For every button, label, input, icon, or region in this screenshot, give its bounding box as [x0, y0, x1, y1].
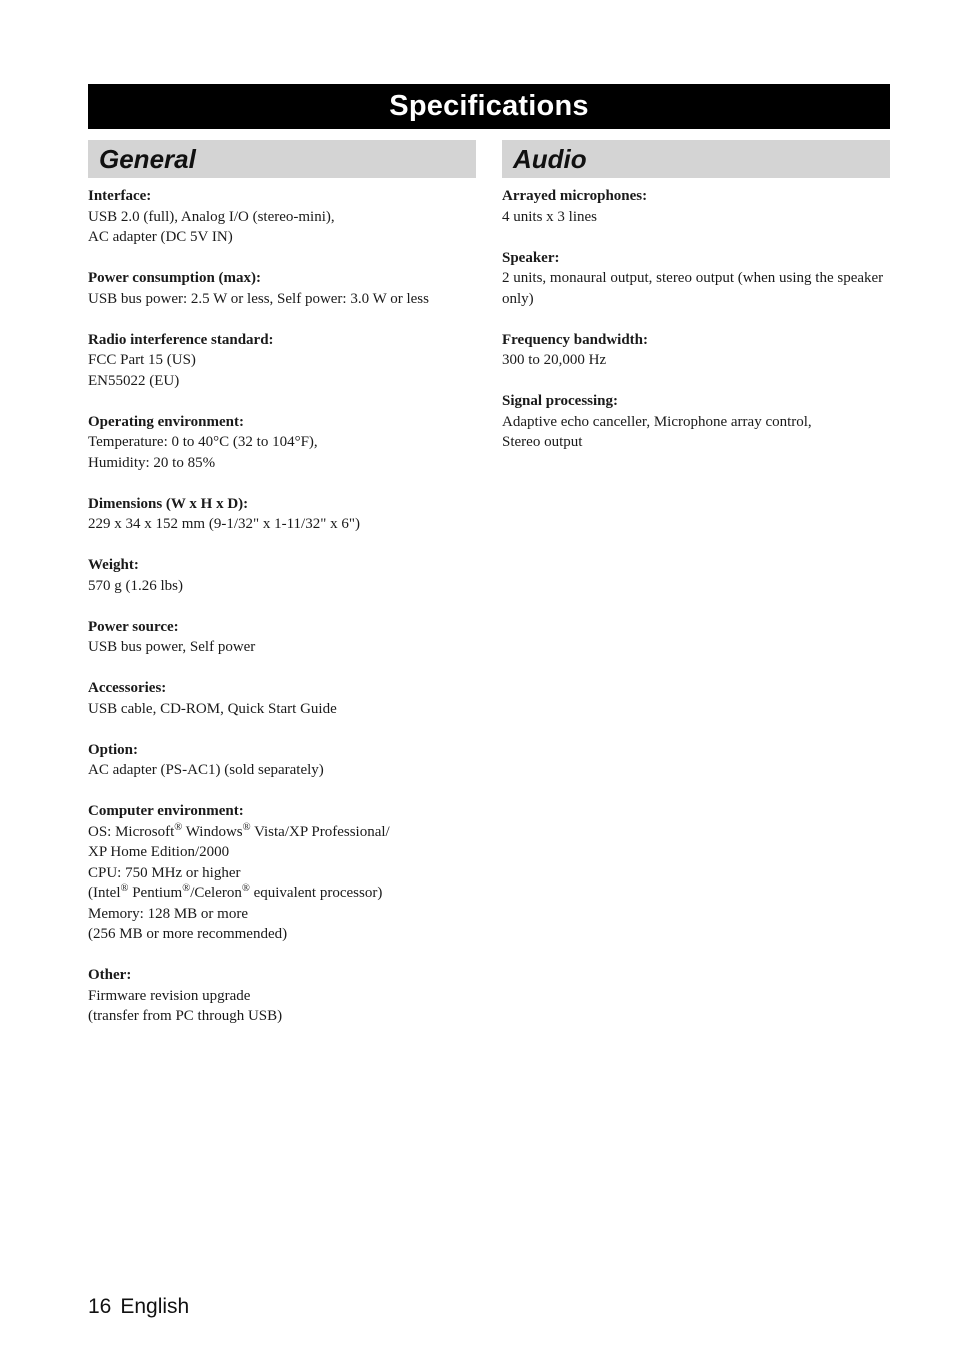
- spec-value: (transfer from PC through USB): [88, 1008, 283, 1024]
- spec-value: EN55022 (EU): [88, 372, 180, 389]
- spec-label: Computer environment:: [88, 803, 244, 819]
- spec-item: [502, 330, 890, 371]
- spec-item: [502, 391, 890, 453]
- spec-value: FCC Part 15 (US): [88, 352, 196, 368]
- spec-value: 229 x 34 x 152 mm (9-1/32" x 1-11/32" x 6"): [88, 516, 360, 532]
- spec-label: Other:: [88, 967, 132, 983]
- spec-label: Power consumption (max):: [88, 270, 262, 286]
- spec-value: Adaptive echo canceller, Microphone array control,: [502, 413, 812, 430]
- spec-item: [502, 248, 890, 310]
- spec-item: [88, 412, 476, 474]
- spec-value: USB 2.0 (full), Analog I/O (stereo-mini),: [88, 208, 335, 225]
- spec-item: [88, 617, 476, 658]
- spec-label: Speaker:: [502, 249, 560, 266]
- footer-language: English: [120, 1295, 190, 1318]
- spec-value: XP Home Edition/2000: [88, 844, 230, 860]
- page-number: 16: [88, 1295, 112, 1318]
- spec-item: [88, 268, 476, 309]
- spec-value: AC adapter (PS-AC1) (sold separately): [88, 762, 324, 778]
- spec-label: Frequency bandwidth:: [502, 331, 649, 348]
- spec-value: Stereo output: [502, 434, 583, 450]
- spec-label: Option:: [88, 741, 139, 758]
- spec-item: [88, 330, 476, 392]
- spec-value: (Intel® Pentium®/Celeron® equivalent processor): [88, 883, 383, 901]
- section-heading-general: General: [88, 140, 476, 178]
- spec-label: Arrayed microphones:: [502, 188, 648, 204]
- spec-item: [88, 801, 476, 945]
- spec-label: Accessories:: [88, 680, 167, 696]
- spec-item: [88, 494, 476, 535]
- spec-value: AC adapter (DC 5V IN): [88, 229, 233, 245]
- audio-spec-list: [502, 186, 890, 473]
- spec-label: Signal processing:: [502, 393, 618, 409]
- spec-value: Temperature: 0 to 40°C (32 to 104°F),: [88, 434, 318, 450]
- spec-value: 4 units x 3 lines: [502, 208, 598, 225]
- spec-label: Dimensions (W x H x D):: [88, 495, 249, 512]
- spec-item: [502, 186, 890, 227]
- spec-item: [88, 186, 476, 248]
- spec-item: [88, 678, 476, 719]
- spec-value: 570 g (1.26 lbs): [88, 577, 183, 594]
- page-footer: [88, 1295, 198, 1319]
- spec-value: Humidity: 20 to 85%: [88, 454, 216, 471]
- spec-label: Weight:: [88, 557, 139, 573]
- general-spec-list: [88, 186, 476, 1047]
- spec-value: (256 MB or more recommended): [88, 926, 288, 942]
- spec-value: USB bus power, Self power: [88, 639, 256, 655]
- spec-label: Radio interference standard:: [88, 331, 274, 348]
- spec-value: 2 units, monaural output, stereo output (when using the speaker only): [502, 270, 884, 307]
- spec-value: OS: Microsoft® Windows® Vista/XP Professional/: [88, 821, 390, 840]
- spec-label: Operating environment:: [88, 413, 244, 430]
- spec-label: Power source:: [88, 618, 179, 635]
- spec-item: [88, 555, 476, 596]
- page-title: Specifications: [88, 84, 890, 129]
- spec-value: CPU: 750 MHz or higher: [88, 864, 241, 881]
- section-heading-audio: Audio: [502, 140, 890, 178]
- spec-label: Interface:: [88, 188, 152, 204]
- spec-value: Memory: 128 MB or more: [88, 905, 248, 922]
- spec-value: USB cable, CD-ROM, Quick Start Guide: [88, 700, 337, 717]
- spec-item: [88, 965, 476, 1027]
- spec-value: 300 to 20,000 Hz: [502, 352, 607, 368]
- spec-item: [88, 740, 476, 781]
- spec-value: USB bus power: 2.5 W or less, Self power: 3.0 W or less: [88, 290, 429, 307]
- spec-value: Firmware revision upgrade: [88, 987, 251, 1004]
